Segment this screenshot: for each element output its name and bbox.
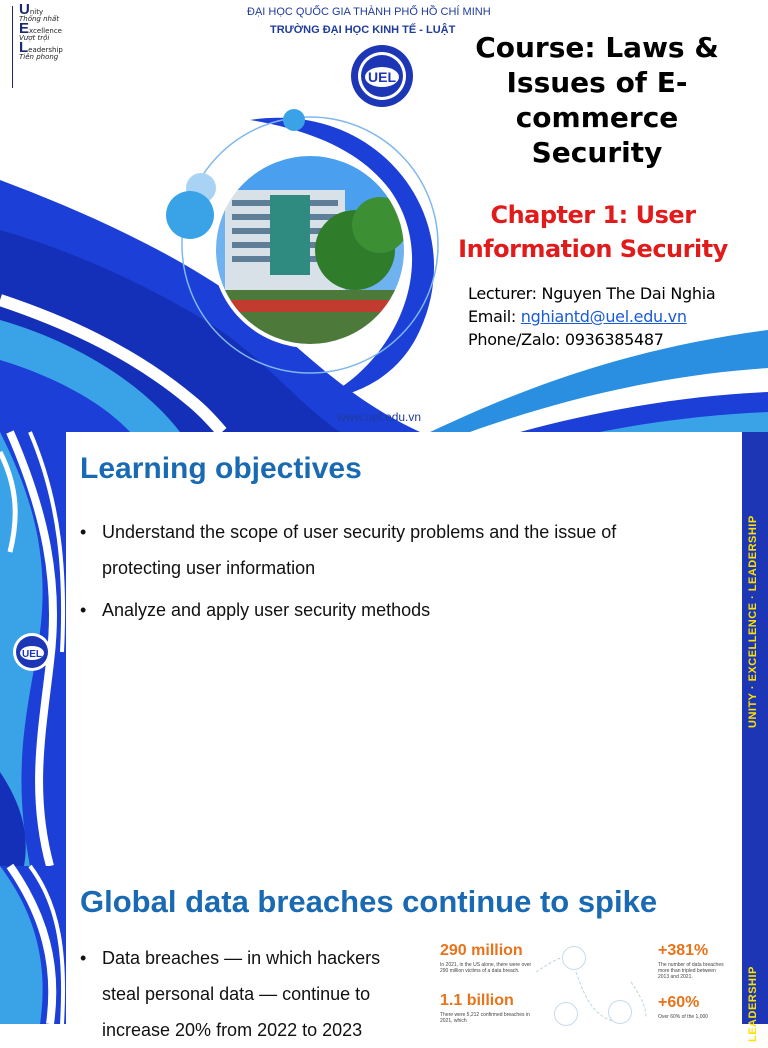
stat-note: The number of data breaches more than tripled between 2013 and 2021. [658, 962, 724, 980]
list-item: • Analyze and apply user security methods [80, 592, 680, 628]
data-breaches-slide [0, 866, 768, 1042]
band-motto: LEADERSHIP [747, 966, 759, 1042]
uel-seal-logo [350, 44, 414, 108]
chat-bubble-icon [608, 1000, 632, 1024]
email-label: Email: [468, 307, 521, 326]
stat-value: +60% [658, 994, 700, 1011]
uel-motto-logo: Unity Thống nhất Excellence Vượt trội Leadership Tiên phong [12, 6, 72, 88]
breach-bullet-list [80, 940, 410, 1048]
list-item: • Data breaches — in which hackers steal personal data — continue to increase 20% from 2022 to 2023 [80, 940, 410, 1048]
lecturer-name: Lecturer: Nguyen The Dai Nghia [468, 284, 716, 303]
website-url: www.uel.edu.vn [337, 410, 422, 424]
title-slide [0, 0, 768, 432]
stat-value: 1.1 billion [440, 992, 514, 1009]
school-name: TRƯỜNG ĐẠI HỌC KINH TẾ - LUẬT [270, 24, 456, 36]
band-motto: UNITY · EXCELLENCE · LEADERSHIP [747, 515, 759, 728]
phone-line: Phone/Zalo: 0936385487 [468, 330, 664, 349]
slide-heading: Learning objectives [80, 452, 362, 485]
list-item: • Understand the scope of user security problems and the issue of protecting user information [80, 514, 680, 586]
chapter-title: Chapter 1: User Information Security [458, 201, 728, 263]
university-name: ĐẠI HỌC QUỐC GIA THÀNH PHỐ HỒ CHÍ MINH [247, 6, 491, 18]
location-pin-icon [554, 1002, 578, 1026]
stat-note: There were 5,212 confirmed breaches in 2021, which [440, 1012, 530, 1024]
uel-side-logo [12, 632, 52, 672]
slide-heading: Global data breaches continue to spike [80, 884, 658, 919]
svg-text:UEL: UEL [368, 69, 396, 85]
course-title: Course: Laws & Issues of E-commerce Security [475, 31, 719, 169]
email-link[interactable]: nghiantd@uel.edu.vn [520, 307, 687, 326]
breach-infographic [436, 942, 736, 1032]
objectives-list [80, 514, 680, 634]
learning-objectives-slide [0, 432, 768, 866]
left-wave-decoration [0, 866, 66, 1024]
stat-note: In 2021, in the US alone, there were over 290 million victims of a data breach. [440, 962, 532, 974]
svg-text:UEL: UEL [22, 649, 42, 660]
email-line [468, 305, 715, 328]
stat-value: 290 million [440, 942, 523, 959]
brand-side-band [742, 432, 768, 866]
lecturer-info [468, 282, 715, 351]
image-icon [562, 946, 586, 970]
stat-note: Over 60% of the 1,000 [658, 1014, 709, 1020]
brand-side-band [742, 866, 768, 1042]
stat-value: +381% [658, 942, 709, 959]
